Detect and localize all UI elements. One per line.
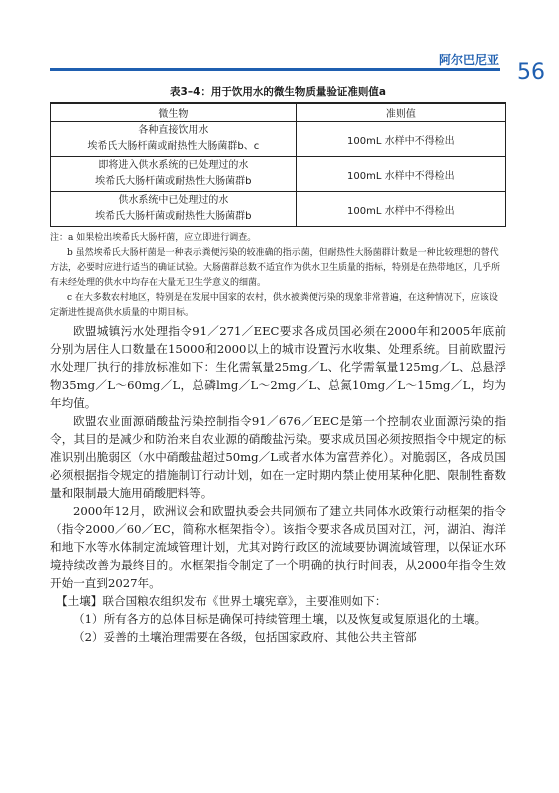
table-note: 注：a 如果检出埃希氏大肠杆菌，应立即进行调查。 <box>50 233 257 243</box>
table-header-row <box>51 103 506 122</box>
microbe-cell-line: 供水系统中已处理过的水 <box>118 195 229 206</box>
body-paragraph: 2000年12月，欧洲议会和欧盟执委会共同颁布了建立共同体水政策行动框架的指令（指令2000／60／EC，简称水框架指令）。该指令要求各成员国对江，河，湖泊、海洋和地下水等水体制定流域管理计划，尤其对跨行政区的流域要协调流域管理，以保证水环境持续改善为最终目的。水框架指令制定了一个明确的执行时间表，从2000年指令生效开始一直到2027年。 <box>50 504 506 590</box>
page-content <box>50 80 506 646</box>
body-paragraph: 欧盟城镇污水处理指令91／271／EEC要求各成员国必须在2000年和2005年底前分别为居住人口数量在15000和2000以上的城市设置污水收集、处理系统。目前欧盟污水处理厂执行的排放标准如下：生化需氧量25mg／L、化学需氧量125mg／L、总悬浮物35mg／L～60mg／L，总磷lmg／L～2mg／L、总氮10mg／L～15mg／L，均为年均值。 <box>50 324 506 410</box>
microbe-cell-line: 埃希氏大肠杆菌或耐热性大肠菌群b <box>95 176 252 187</box>
microbial-quality-table <box>50 102 506 227</box>
table-note: b 虽然埃希氏大肠杆菌是一种表示粪便污染的较准确的指示菌，但耐热性大肠菌群计数是一种比较理想的替代方法，必要时应进行适当的确证试验。大肠菌群总数不适宜作为供水卫生质量的指标，特别是在热带地区，几乎所有未经处理的供水中均存在大量无卫生学意义的细菌。 <box>50 248 501 288</box>
body-paragraph: （2）妥善的土壤治理需要在各级，包括国家政府、其他公共主管部 <box>73 630 417 644</box>
body-paragraph: （1）所有各方的总体目标是确保可持续管理土壤，以及恢复或复原退化的土壤。 <box>73 612 487 626</box>
body-paragraph: 欧盟农业面源硝酸盐污染控制指令91／676／EEC是第一个控制农业面源污染的指令，其目的是减少和防治来自农业源的硝酸盐污染。要求成员国必须按照指令中规定的标准识别出脆弱区（水中硝酸盐超过50mg／L或者水体为富营养化）。对脆弱区，各成员国必须根据指令规定的措施制订行动计划，如在一定时期内禁止使用某种化肥、限制牲畜数量和限制最大施用硝酸肥料等。 <box>50 414 506 500</box>
guideline-value-cell: 100mL 水样中不得检出 <box>296 192 505 227</box>
column-header-microbe: 微生物 <box>51 103 297 122</box>
column-header-guideline: 准则值 <box>296 103 505 122</box>
microbe-cell <box>51 157 297 192</box>
table-row <box>51 192 506 227</box>
table-row <box>51 157 506 192</box>
microbe-cell <box>51 192 297 227</box>
body-paragraph: 【土壤】联合国粮农组织发布《世界土壤宪章》，主要准则如下： <box>56 594 387 608</box>
running-header-country: 阿尔巴尼亚 <box>438 53 499 67</box>
microbe-cell-line: 各种直接饮用水 <box>138 125 209 136</box>
table-caption: 表3–4：用于饮用水的微生物质量验证准则值a <box>170 86 386 98</box>
guideline-value-cell: 100mL 水样中不得检出 <box>296 122 505 157</box>
microbe-cell-line: 埃希氏大肠杆菌或耐热性大肠菌群b、c <box>87 141 260 152</box>
table-note: c 在大多数农村地区，特别是在发展中国家的农村，供水被粪便污染的现象非常普遍，在这种情况下，应该设定渐进性提高供水质量的中期目标。 <box>50 293 498 318</box>
guideline-value-cell: 100mL 水样中不得检出 <box>296 157 505 192</box>
page-number: 56 <box>517 60 545 85</box>
header-rule <box>50 68 500 71</box>
microbe-cell <box>51 122 297 157</box>
microbe-cell-line: 即将进入供水系统的已处理过的水 <box>98 160 249 171</box>
body-text <box>50 322 506 646</box>
table-row <box>51 122 506 157</box>
table-notes <box>50 231 506 321</box>
microbe-cell-line: 埃希氏大肠杆菌或耐热性大肠菌群b <box>95 211 252 222</box>
